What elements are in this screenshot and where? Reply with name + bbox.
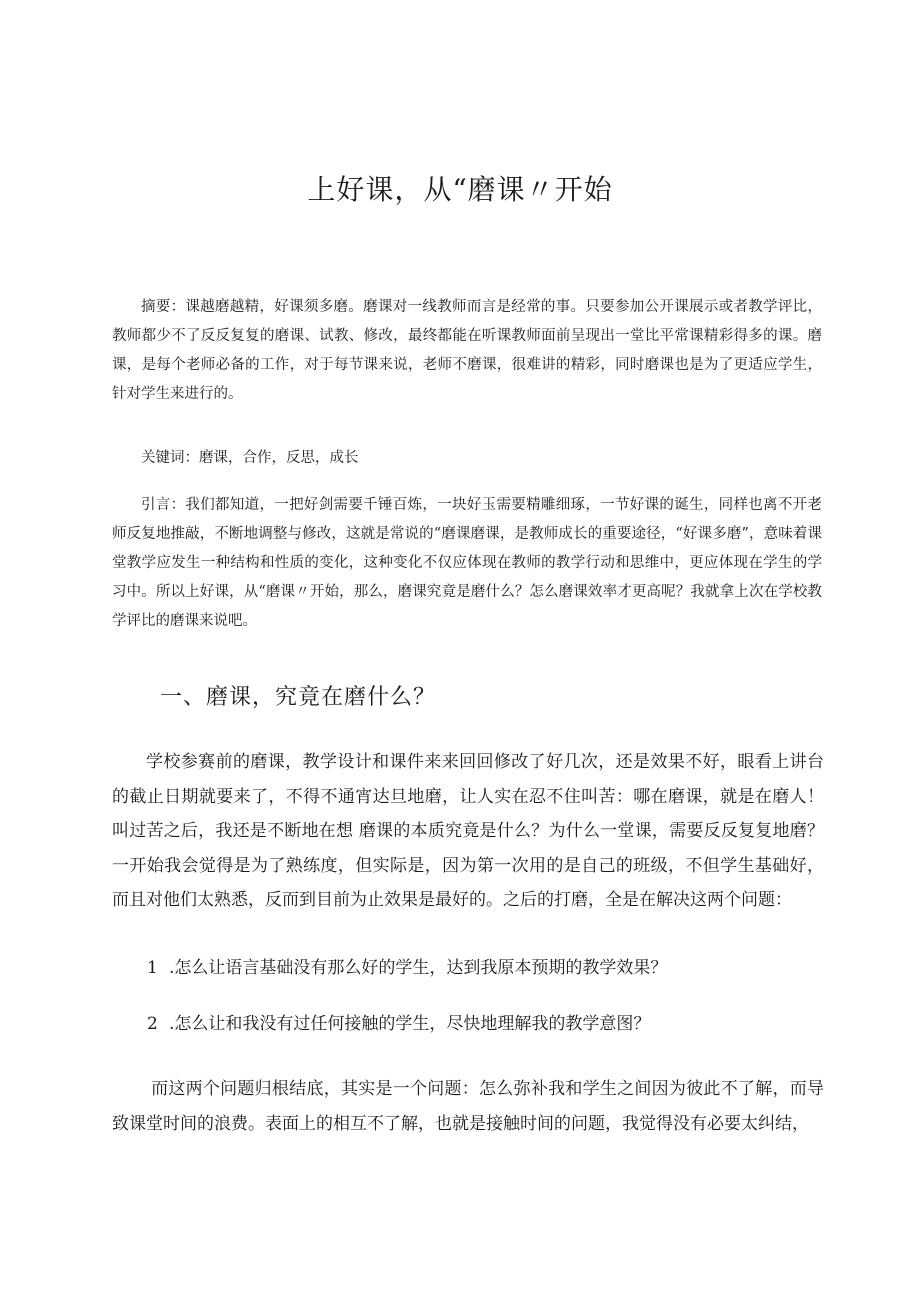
list-item-number: 2 xyxy=(147,1014,158,1034)
list-item-text: .怎么让和我没有过任何接触的学生，尽快地理解我的教学意图？ xyxy=(169,1014,651,1034)
section-heading-1: 一、磨课，究竟在磨什么？ xyxy=(160,685,437,710)
list-item-number: 1 xyxy=(147,958,158,978)
abstract-paragraph: 摘要：课越磨越精，好课须多磨。磨课对一线教师而言是经常的事。只要参加公开课展示或者教学评比，教师都少不了反反复复的磨课、试教、修改，最终都能在听课教师面前呈现出一堂比平常课精彩得多的课。磨课，是每个老师必备的工作，对于每节课来说，老师不磨课，很难讲的精彩，同时磨课也是为了更适应学生，针对学生来进行的。 xyxy=(112,299,822,402)
document-title: 上好课，从“磨课〃开始 xyxy=(307,173,613,206)
body-paragraph-2: 而这两个问题归根结底，其实是一个问题：怎么弥补我和学生之间因为彼此不了解，而导致课堂时间的浪费。表面上的相互不了解，也就是接触时间的问题，我觉得没有必要太纠结， xyxy=(112,1079,824,1134)
list-item-2 xyxy=(147,1009,827,1039)
keywords-line: 关键词：磨课，合作，反思，成长 xyxy=(141,450,359,466)
list-item-1 xyxy=(147,953,827,983)
list-item-text: .怎么让语言基础没有那么好的学生，达到我原本预期的教学效果？ xyxy=(169,958,668,978)
introduction-paragraph: 引言：我们都知道，一把好剑需要千锤百炼，一块好玉需要精雕细琢，一节好课的诞生，同样也离不开老师反复地推敲，不断地调整与修改，这就是常说的“磨课磨课，是教师成长的重要途径，“好课多磨”，意味着课堂教学应发生一种结构和性质的变化，这种变化不仅应体现在教师的教学行动和思维中，更应体现在学生的学习中。所以上好课，从“磨课〃开始，那么，磨课究竟是磨什么？怎么磨课效率才更高呢？我就拿上次在学校教学评比的磨课来说吧。 xyxy=(112,497,822,629)
body-paragraph-1: 学校参赛前的磨课，教学设计和课件来来回回修改了好几次，还是效果不好，眼看上讲台的截止日期就要来了，不得不通宵达旦地磨，让人实在忍不住叫苦：哪在磨课，就是在磨人！叫过苦之后，我还是不断地在想 磨课的本质究竟是什么？为什么一堂课，需要反反复复地磨？一开始我会觉得是为了熟练度，但实际是，因为第一次用的是自己的班级，不但学生基础好，而且对他们太熟悉，反而到目前为止效果是最好的。之后的打磨，全是在解决这两个问题： xyxy=(112,752,824,910)
